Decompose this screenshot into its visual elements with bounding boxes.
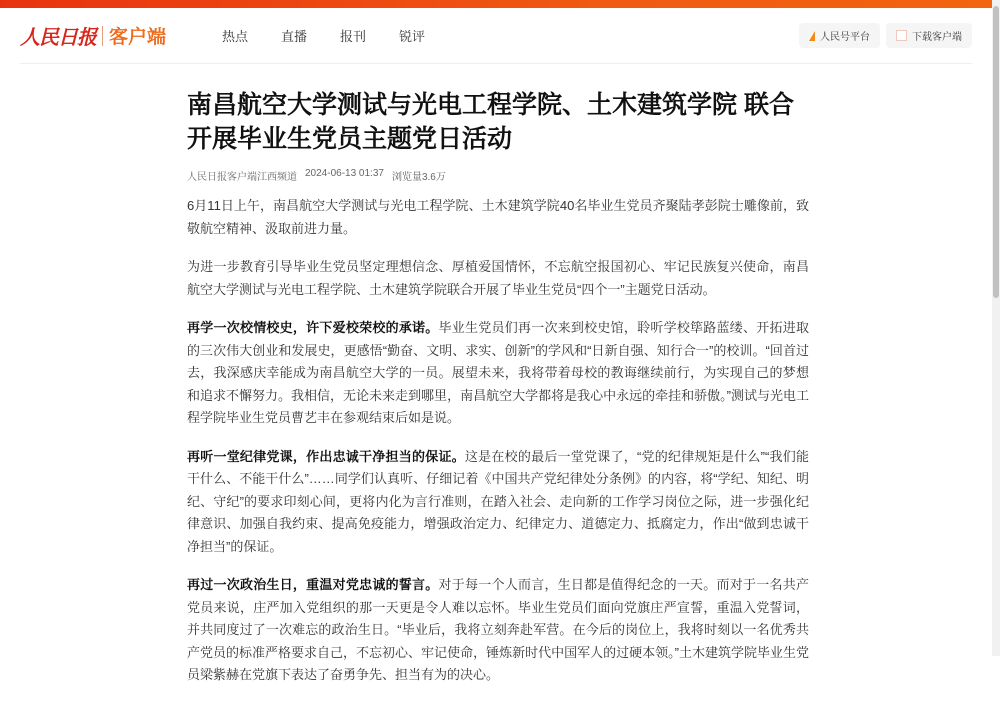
paragraph-lead: 再学一次校情校史，许下爱校荣校的承诺。 xyxy=(187,320,439,335)
article-date: 2024-06-13 01:37 xyxy=(305,168,384,179)
article xyxy=(187,88,809,703)
paragraph xyxy=(187,574,809,687)
article-meta xyxy=(187,168,809,183)
paragraph-text: 6月11日上午，南昌航空大学测试与光电工程学院、土木建筑学院40名毕业生党员齐聚陆孝彭院士雕像前，致敬航空精神、汲取前进力量。 xyxy=(187,198,809,236)
nav-live[interactable]: 直播 xyxy=(281,29,308,44)
article-source[interactable]: 人民日报客户端江西频道 xyxy=(187,172,297,183)
paragraph xyxy=(187,446,809,559)
logo-divider xyxy=(102,26,103,46)
main-nav xyxy=(222,26,458,45)
paragraph-lead: 再过一次政治生日，重温对党忠诚的誓言。 xyxy=(187,577,439,592)
app-icon xyxy=(896,30,907,41)
download-app-button[interactable] xyxy=(886,23,972,48)
scrollbar-thumb[interactable] xyxy=(993,6,999,298)
site-header xyxy=(20,8,972,64)
nav-newspaper[interactable]: 报刊 xyxy=(340,29,367,44)
logo[interactable] xyxy=(20,24,166,48)
download-button-label: 下载客户端 xyxy=(912,32,962,43)
paragraph xyxy=(187,256,809,301)
paragraph xyxy=(187,195,809,240)
platform-button[interactable] xyxy=(799,23,880,48)
paragraph-text: 这是在校的最后一堂党课了，“党的纪律规矩是什么”“我们能干什么、不能干什么”……同学们认真听、仔细记着《中国共产党纪律处分条例》的内容，将“学纪、知纪、明纪、守纪”的要求印刻心间，更将内化为言行准则，在踏入社会、走向新的工作学习岗位之际，进一步强化纪律意识、加强自我约束、提高免疫能力，增强政治定力、纪律定力、道德定力、抵腐定力，作出“做到忠诚干净担当”的保证。 xyxy=(187,448,809,554)
paragraph-text: 对于每一个人而言，生日都是值得纪念的一天。而对于一名共产党员来说，庄严加入党组织的那一天更是令人难以忘怀。毕业生党员们面向党旗庄严宣誓，重温入党誓词，并共同度过了一次难忘的政治生日。“毕业后，我将立刻奔赴军营。在今后的岗位上，我将时刻以一名优秀共产党员的标准严格要求自己，不忘初心、牢记使命，锤炼新时代中国军人的过硬本领。”土木建筑学院毕业生党员梁紫赫在党旗下表达了奋勇争先、担当有为的决心。 xyxy=(187,577,809,682)
top-accent-bar xyxy=(0,0,1000,8)
paragraph xyxy=(187,317,809,430)
article-views: 浏览量3.6万 xyxy=(391,172,446,183)
logo-text: 客户端 xyxy=(109,27,167,48)
paragraph-text: 毕业生党员们再一次来到校史馆，聆听学校筚路蓝缕、开拓进取的三次伟大创业和发展史，更感悟“勤奋、文明、求实、创新”的学风和“日新自强、知行合一”的校训。“回首过去，我深感庆幸能成为南昌航空大学的一员。展望未来，我将带着母校的教诲继续前行，为实现自己的梦想和追求不懈努力。我相信，无论未来走到哪里，南昌航空大学都将是我心中永远的牵挂和骄傲。”测试与光电工程学院毕业生党员曹艺丰在参观结束后如是说。 xyxy=(187,320,809,425)
nav-commentary[interactable]: 锐评 xyxy=(399,29,426,44)
paragraph-text: 为进一步教育引导毕业生党员坚定理想信念、厚植爱国情怀，不忘航空报国初心、牢记民族复兴使命，南昌航空大学测试与光电工程学院、土木建筑学院联合开展了毕业生党员“四个一”主题党日活动。 xyxy=(187,259,809,297)
paragraph-lead: 再听一堂纪律党课，作出忠诚干净担当的保证。 xyxy=(187,448,465,464)
flag-icon xyxy=(809,31,815,41)
article-title: 南昌航空大学测试与光电工程学院、土木建筑学院 联合开展毕业生党员主题党日活动 xyxy=(187,91,794,153)
platform-button-label: 人民号平台 xyxy=(820,32,870,43)
scrollbar[interactable] xyxy=(992,0,1000,656)
nav-hot[interactable]: 热点 xyxy=(222,29,249,44)
logo-mark: 人民日报 xyxy=(20,25,96,49)
article-body xyxy=(187,195,809,687)
